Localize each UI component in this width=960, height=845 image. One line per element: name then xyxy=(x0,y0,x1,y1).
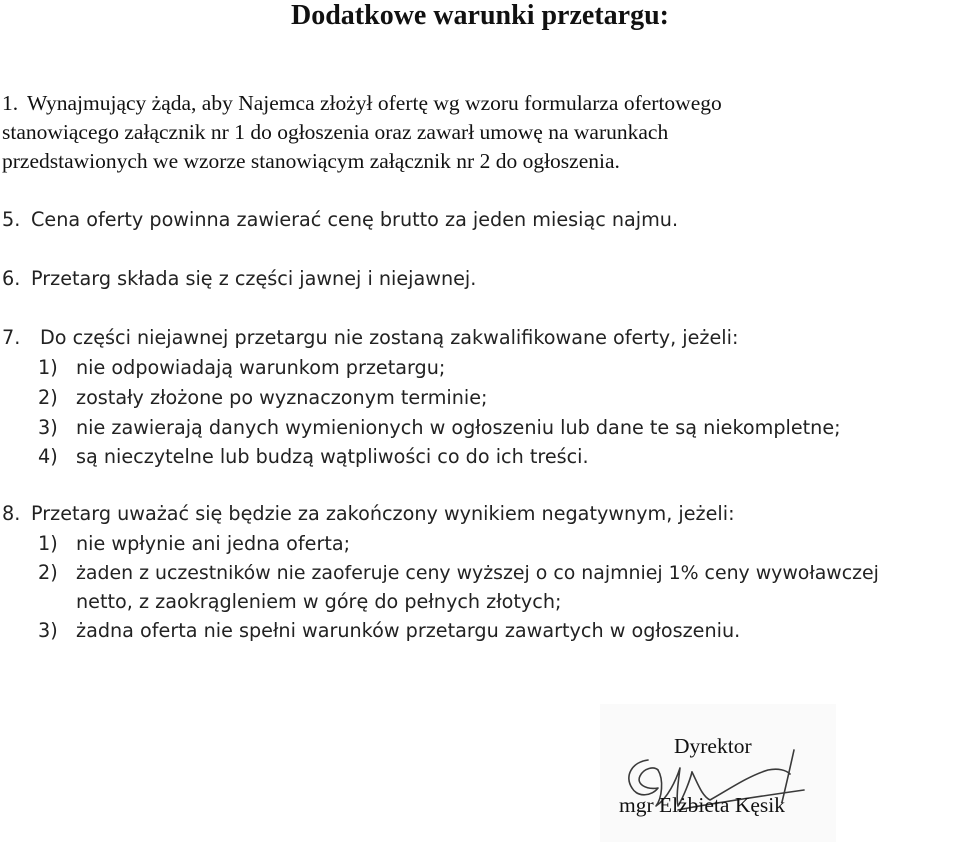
item-8-sub-3-number: 3) xyxy=(38,619,58,642)
item-1-line-2: stanowiącego załącznik nr 1 do ogłoszenia oraz zawarł umowę na warunkach xyxy=(2,120,669,144)
item-1-number: 1. xyxy=(2,91,19,115)
item-7-sub-3-number: 3) xyxy=(38,416,58,439)
item-7-sub-3-text: nie zawierają danych wymienionych w ogłoszeniu lub dane te są niekompletne; xyxy=(76,416,841,439)
item-8-text: Przetarg uważać się będzie za zakończony wynikiem negatywnym, jeżeli: xyxy=(31,502,735,525)
item-8-sub-1-number: 1) xyxy=(38,532,58,555)
item-6-text: Przetarg składa się z części jawnej i niejawnej. xyxy=(31,267,477,290)
item-7-number: 7. xyxy=(2,326,21,349)
item-8-sub-2-continuation: netto, z zaokrągleniem w górę do pełnych złotych; xyxy=(76,590,562,613)
item-5-text: Cena oferty powinna zawierać cenę brutto za jeden miesiąc najmu. xyxy=(31,208,679,231)
document-title: Dodatkowe warunki przetargu: xyxy=(291,0,669,31)
signature-name: mgr Elżbieta Kęsik xyxy=(619,793,785,817)
item-8-sub-2-text: żaden z uczestników nie zaoferuje ceny wyższej o co najmniej 1% ceny wywoławczej xyxy=(76,562,879,584)
item-1-line-3: przedstawionych we wzorze stanowiącym załącznik nr 2 do ogłoszenia. xyxy=(2,149,620,173)
item-8-number: 8. xyxy=(2,502,21,525)
item-8-sub-1-text: nie wpłynie ani jedna oferta; xyxy=(76,532,351,555)
item-5-number: 5. xyxy=(2,208,21,231)
item-1-line-1: Wynajmujący żąda, aby Najemca złożył ofertę wg wzoru formularza ofertowego xyxy=(27,91,722,115)
item-7-sub-2-number: 2) xyxy=(38,386,58,409)
item-7-sub-2-text: zostały złożone po wyznaczonym terminie; xyxy=(76,386,488,409)
item-7-text: Do części niejawnej przetargu nie zostaną zakwalifikowane oferty, jeżeli: xyxy=(40,326,739,349)
item-7-sub-1-number: 1) xyxy=(38,356,58,379)
item-7-sub-4-text: są nieczytelne lub budzą wątpliwości co do ich treści. xyxy=(76,445,589,468)
item-7-sub-4-number: 4) xyxy=(38,445,58,468)
item-7-sub-1-text: nie odpowiadają warunkom przetargu; xyxy=(76,356,446,379)
item-8-sub-3-text: żadna oferta nie spełni warunków przetargu zawartych w ogłoszeniu. xyxy=(76,619,741,642)
item-6-number: 6. xyxy=(2,267,21,290)
signature-role: Dyrektor xyxy=(674,734,752,758)
item-8-sub-2-number: 2) xyxy=(38,561,58,584)
